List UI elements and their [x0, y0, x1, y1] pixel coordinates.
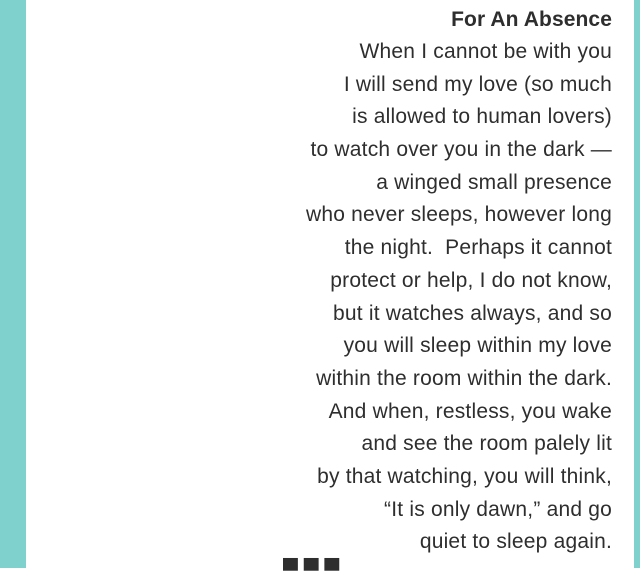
next-title-cutoff — [283, 559, 343, 582]
poem-line: and see the room palely lit — [361, 432, 612, 456]
poem-line: And when, restless, you wake — [328, 399, 612, 423]
right-frame-border — [634, 0, 640, 568]
poem-line: who never sleeps, however long — [305, 203, 612, 227]
poem-line: is allowed to human lovers) — [352, 105, 612, 129]
poem-line: but it watches always, and so — [333, 301, 612, 325]
left-frame-border — [0, 0, 26, 568]
poem-line: the night. Perhaps it cannot — [344, 236, 612, 260]
poem-title: For An Absence — [451, 8, 612, 31]
poem-text — [52, 4, 612, 559]
poem-line: you will sleep within my love — [343, 334, 612, 358]
poem-line: “It is only dawn,” and go — [384, 497, 612, 521]
cutoff-glyphs: ▀ ▀ ▀ — [283, 559, 340, 582]
poem-line: a winged small presence — [376, 170, 612, 194]
poem-line: by that watching, you will think, — [317, 464, 612, 488]
poem-line: to watch over you in the dark — — [310, 138, 612, 162]
poem-line: quiet to sleep again. — [419, 530, 612, 554]
poem-line: When I cannot be with you — [359, 40, 612, 63]
poem-line: I will send my love (so much — [343, 72, 612, 96]
poem-line: within the room within the dark. — [316, 366, 612, 390]
poem-line: protect or help, I do not know, — [330, 268, 612, 292]
